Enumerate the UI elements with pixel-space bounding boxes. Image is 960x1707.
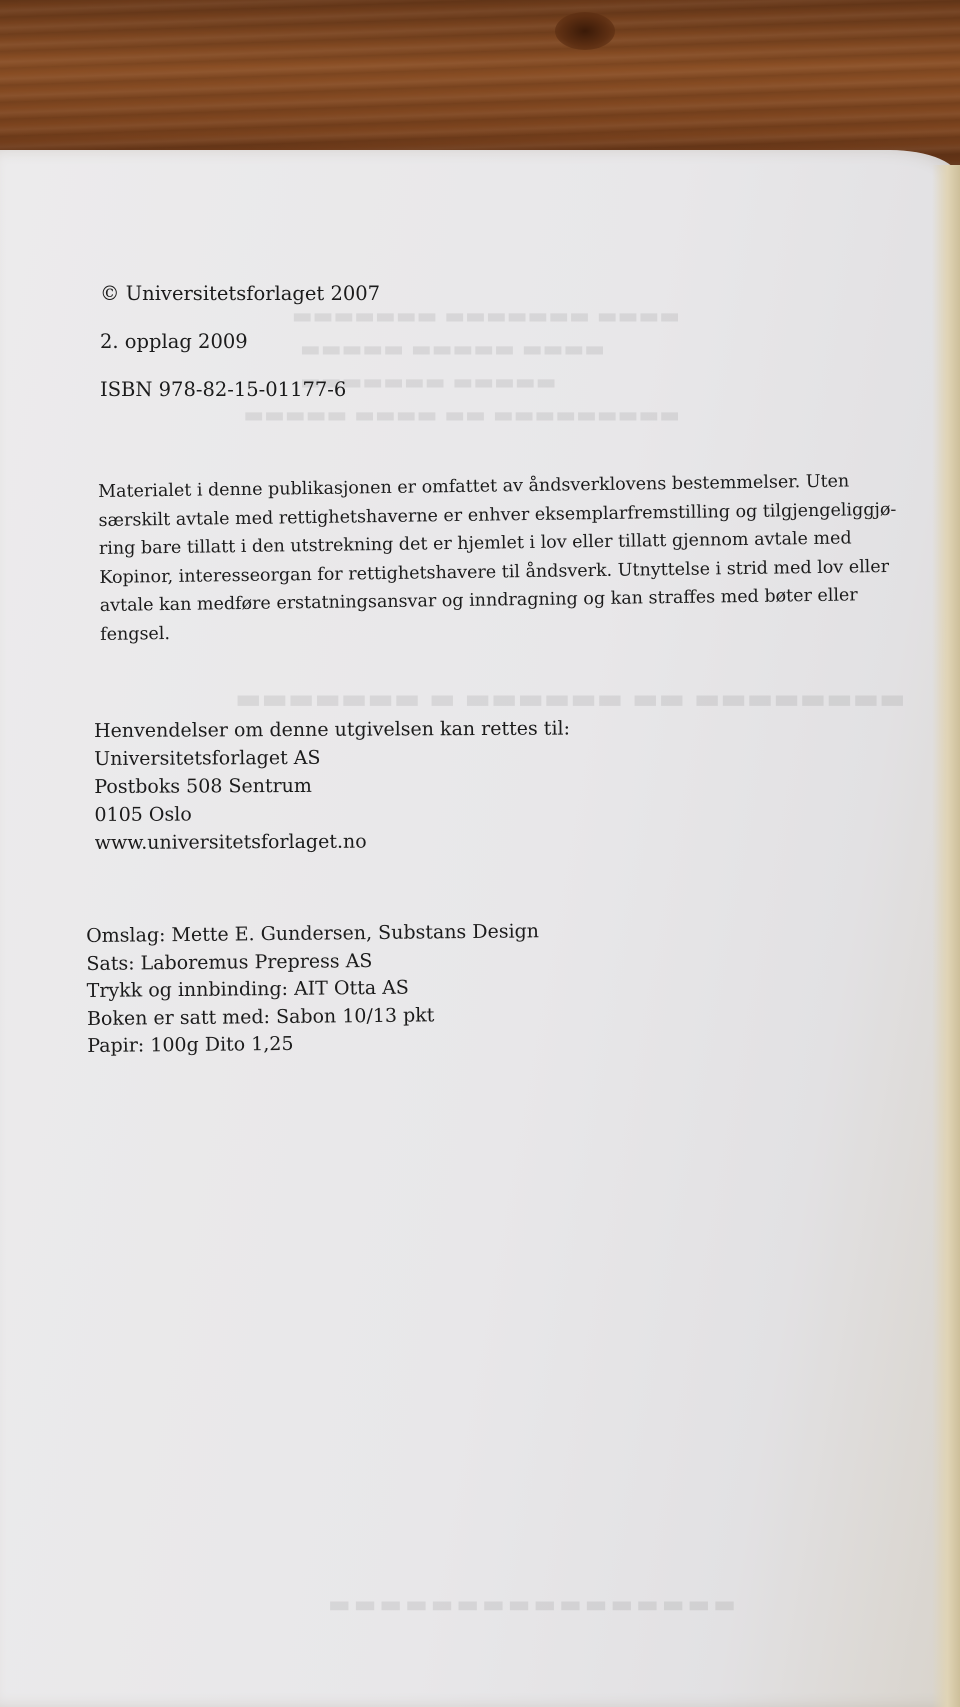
paper-credit: Papir: 100g Dito 1,25	[87, 1032, 294, 1057]
publisher-website: www.universitetsforlaget.no	[94, 830, 367, 854]
show-through-publisher: ▬▬▬▬▬▬▬▬▬▬▬▬▬▬▬▬	[325, 1590, 736, 1618]
page-stack-edge	[932, 165, 960, 1707]
production-credits	[86, 918, 540, 1060]
legal-line: Kopinor, interesseorgan for rettighetshavere til åndsverk. Utnyttelse i strid med lov eller	[99, 556, 890, 588]
publisher-address: Postboks 508 Sentrum	[94, 774, 312, 798]
publisher-postal: 0105 Oslo	[94, 803, 192, 826]
legal-line: fengsel.	[100, 623, 171, 645]
legal-notice	[98, 467, 898, 649]
printing-credit: Trykk og innbinding: AIT Otta AS	[86, 976, 410, 1002]
imprint-block	[100, 282, 380, 426]
typesetting-credit: Sats: Laboremus Prepress AS	[86, 949, 373, 975]
legal-line: avtale kan medføre erstatningsansvar og inndragning og kan straffes med bøter eller	[99, 585, 858, 616]
contact-intro: Henvendelser om denne utgivelsen kan rettes til:	[94, 717, 571, 742]
legal-line: Materialet i denne publikasjonen er omfattet av åndsverklovens bestemmelser. Uten	[98, 471, 850, 502]
edition-line: 2. opplag 2009	[100, 330, 248, 353]
font-credit: Boken er satt med: Sabon 10/13 pkt	[86, 1003, 435, 1030]
show-through-authors: ▬▬▬▬ ▬▬▬▬▬▬▬ ▬▬▬▬▬▬▬ ▬▬▬▬ ▬▬▬▬▬ ▬▬▬▬▬ ▬▬▬▬▬ ▬▬▬▬▬▬▬ ▬▬▬▬▬▬▬▬▬ ▬▬ ▬▬▬▬ ▬▬▬▬▬	[243, 304, 680, 428]
wood-knot	[555, 12, 615, 50]
publisher-name: Universitetsforlaget AS	[94, 746, 321, 770]
contact-block	[94, 715, 571, 857]
copyright-line: © Universitetsforlaget 2007	[100, 282, 381, 305]
legal-line: ring bare tillatt i den utstrekning det er hjemlet i lov eller tillatt gjennom avtale med	[98, 528, 852, 559]
cover-credit: Omslag: Mette E. Gundersen, Substans Design	[86, 920, 540, 947]
isbn-line: ISBN 978-82-15-01177-6	[100, 378, 347, 401]
legal-line: særskilt avtale med rettighetshaverne er enhver eksemplarfremstilling og tilgjengeliggjø-	[98, 499, 897, 531]
show-through-title: ▬▬▬▬▬▬▬▬ ▬▬ ▬▬▬▬▬▬ ▬ ▬▬▬▬▬▬▬	[235, 682, 906, 715]
